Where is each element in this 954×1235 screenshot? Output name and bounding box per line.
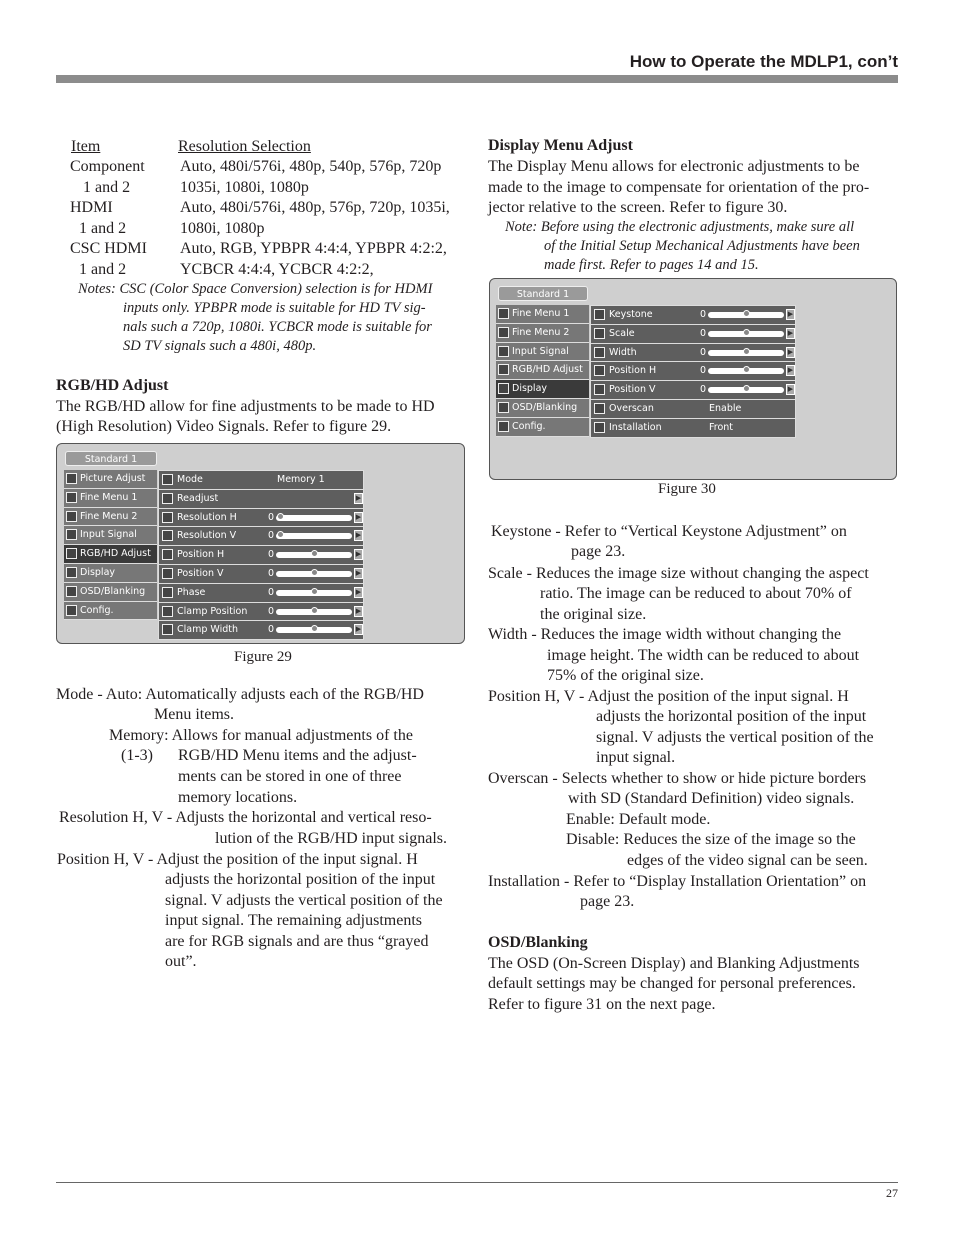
table-header-resolution: Resolution Selection	[178, 138, 311, 155]
clamp-position-icon	[162, 606, 173, 617]
fine-menu-icon	[498, 308, 509, 319]
table-res: Auto, 480i/576i, 480p, 540p, 576p, 720p	[180, 158, 442, 175]
slider-track[interactable]	[708, 368, 784, 374]
desc-line: Memory: Allows for manual adjustments of the	[109, 727, 413, 744]
display-note: made first. Refer to pages 14 and 15.	[544, 257, 759, 273]
slider-knob[interactable]	[743, 385, 750, 392]
desc-line: RGB/HD Menu items and the adjust-	[178, 747, 417, 764]
slider-knob[interactable]	[311, 569, 318, 576]
position-h-icon	[162, 549, 173, 560]
slider-knob[interactable]	[311, 588, 318, 595]
figure-30-osd-menu	[489, 278, 897, 480]
osd-right-panel	[158, 470, 364, 640]
table-note: SD TV signals such a 480i, 480p.	[123, 338, 317, 354]
slider-track[interactable]	[276, 533, 352, 539]
arrow-right-icon: ▶	[787, 366, 794, 375]
table-note: inputs only. YPBPR mode is suitable for HD TV sig-	[123, 300, 426, 316]
display-note: of the Initial Setup Mechanical Adjustments have been	[544, 238, 860, 254]
display-body: jector relative to the screen. Refer to figure 30.	[488, 199, 788, 216]
arrow-right-icon: ▶	[355, 606, 362, 615]
slider-knob[interactable]	[277, 531, 284, 538]
fine-menu-icon	[498, 327, 509, 338]
table-note: Notes: CSC (Color Space Conversion) selection is for HDMI	[78, 281, 433, 297]
installation-icon	[594, 422, 605, 433]
config-icon	[498, 421, 509, 432]
desc-line: Installation - Refer to “Display Installation Orientation” on	[488, 873, 867, 890]
arrow-right-icon: ▶	[787, 347, 794, 356]
slider-track[interactable]	[276, 552, 352, 558]
display-icon	[498, 383, 509, 394]
page-number: 27	[886, 1186, 898, 1200]
display-heading: Display Menu Adjust	[488, 137, 633, 154]
osd-title: Standard 1	[498, 286, 588, 301]
slider-track[interactable]	[708, 350, 784, 356]
osd-setting-row[interactable]: Resolution H 0 ▶	[159, 509, 363, 528]
slider-knob[interactable]	[743, 366, 750, 373]
mode-icon	[162, 474, 173, 485]
osd-menu-item[interactable]: Picture Adjust	[64, 470, 157, 489]
osd-title: Standard 1	[65, 451, 157, 466]
slider-track[interactable]	[276, 571, 352, 577]
osd-heading: OSD/Blanking	[488, 934, 588, 951]
desc-line: the original size.	[540, 606, 647, 623]
desc-line: 75% of the original size.	[547, 667, 704, 684]
arrow-right-icon: ▶	[355, 625, 362, 634]
arrow-right-icon: ▶	[355, 568, 362, 577]
osd-right-panel	[590, 305, 796, 438]
osd-setting-row[interactable]: Clamp Width 0 ▶	[159, 621, 363, 640]
display-note: Note: Before using the electronic adjustments, make sure all	[505, 219, 855, 235]
table-res: YCBCR 4:4:4, YCBCR 4:2:2,	[180, 261, 374, 278]
display-body: The Display Menu allows for electronic adjustments to be	[488, 158, 860, 175]
phase-icon	[162, 587, 173, 598]
slider-knob[interactable]	[277, 513, 284, 520]
osd-menu-item[interactable]: Fine Menu 1	[64, 489, 157, 508]
input-icon	[498, 346, 509, 357]
position-h-icon	[594, 365, 605, 376]
slider-knob[interactable]	[311, 625, 318, 632]
table-item-sub: 1 and 2	[79, 261, 127, 278]
osd-icon	[66, 586, 77, 597]
desc-line: Menu items.	[154, 706, 234, 723]
desc-line: Width - Reduces the image width without changing the	[488, 626, 842, 643]
osd-menu-item[interactable]: Input Signal	[496, 343, 589, 362]
desc-line: with SD (Standard Definition) video signals.	[568, 790, 855, 807]
table-note: nals such a 720p, 1080i. YCBCR mode is suitable for	[123, 319, 432, 335]
rgb-body: (High Resolution) Video Signals. Refer to figure 29.	[56, 418, 392, 435]
osd-setting-row[interactable]: Position V 0 ▶	[591, 381, 795, 400]
display-body: made to the image to compensate for orientation of the pro-	[488, 179, 870, 196]
keystone-icon	[594, 309, 605, 320]
osd-menu-item[interactable]: Input Signal	[64, 526, 157, 545]
arrow-right-icon: ▶	[355, 587, 362, 596]
footer-rule	[56, 1182, 898, 1183]
osd-menu-item[interactable]: RGB/HD Adjust	[496, 361, 589, 380]
osd-setting-row[interactable]: Mode Memory 1	[159, 471, 363, 490]
osd-setting-row[interactable]: Width 0 ▶	[591, 344, 795, 363]
rgb-icon	[66, 548, 77, 559]
rgb-icon	[498, 364, 509, 375]
table-item-sub: 1 and 2	[79, 220, 127, 237]
slider-track[interactable]	[708, 312, 784, 318]
desc-line: are for RGB signals and are thus “grayed	[165, 933, 429, 950]
table-item-sub: 1 and 2	[83, 179, 131, 196]
scale-icon	[594, 328, 605, 339]
figure-30-caption: Figure 30	[658, 481, 716, 497]
desc-line: image height. The width can be reduced to about	[547, 647, 860, 664]
osd-menu-item[interactable]: OSD/Blanking	[496, 399, 589, 418]
osd-setting-row[interactable]: Installation Front	[591, 419, 795, 438]
desc-line: edges of the video signal can be seen.	[627, 852, 868, 869]
desc-line: input signal.	[596, 749, 676, 766]
slider-knob[interactable]	[743, 329, 750, 336]
table-header-item: Item	[71, 138, 101, 155]
arrow-right-icon: ▶	[787, 328, 794, 337]
osd-left-menu	[496, 305, 589, 437]
table-item: HDMI	[70, 199, 113, 216]
desc-line: adjusts the horizontal position of the input	[165, 871, 436, 888]
desc-line: ments can be stored in one of three	[178, 768, 402, 785]
arrow-right-icon: ▶	[787, 310, 794, 318]
slider-track[interactable]	[276, 627, 352, 633]
fine-menu-icon	[66, 511, 77, 522]
osd-menu-item[interactable]: Config.	[64, 602, 157, 621]
desc-line: Enable: Default mode.	[566, 811, 711, 828]
slider-track[interactable]	[276, 590, 352, 596]
desc-line: Position H, V - Adjust the position of the input signal. H	[488, 688, 849, 705]
slider-knob[interactable]	[311, 607, 318, 614]
resolution-h-icon	[162, 512, 173, 523]
width-icon	[594, 347, 605, 358]
osd-body: The OSD (On-Screen Display) and Blanking Adjustments	[488, 955, 860, 972]
osd-menu-item[interactable]: OSD/Blanking	[64, 583, 157, 602]
osd-menu-item[interactable]: Config.	[496, 418, 589, 437]
osd-menu-item-selected[interactable]: Display	[496, 380, 589, 399]
slider-knob[interactable]	[311, 550, 318, 557]
osd-icon	[498, 402, 509, 413]
desc-line: Mode - Auto: Automatically adjusts each of the RGB/HD	[56, 686, 424, 703]
readjust-icon	[162, 493, 173, 504]
fine-menu-icon	[66, 492, 77, 503]
table-res: 1080i, 1080p	[180, 220, 265, 237]
desc-line: Keystone - Refer to “Vertical Keystone Adjustment” on	[491, 523, 847, 540]
osd-setting-row[interactable]: Phase 0 ▶	[159, 584, 363, 603]
overscan-icon	[594, 403, 605, 414]
osd-body: Refer to figure 31 on the next page.	[488, 996, 716, 1013]
desc-line: Scale - Reduces the image size without changing the aspect	[488, 565, 869, 582]
desc-line: ratio. The image can be reduced to about 70% of	[540, 585, 852, 602]
table-item: CSC HDMI	[70, 240, 147, 257]
page-header-title: How to Operate the MDLP1, con’t	[629, 52, 898, 71]
rgb-heading: RGB/HD Adjust	[56, 377, 169, 394]
table-res: Auto, 480i/576i, 480p, 576p, 720p, 1035i,	[180, 199, 450, 216]
slider-knob[interactable]	[743, 348, 750, 355]
slider-knob[interactable]	[743, 310, 750, 317]
table-res: 1035i, 1080i, 1080p	[180, 179, 309, 196]
arrow-right-icon: ▶	[355, 531, 362, 540]
osd-setting-row[interactable]: Resolution V 0 ▶	[159, 527, 363, 546]
slider-track[interactable]	[276, 609, 352, 615]
resolution-v-icon	[162, 530, 173, 541]
desc-line: page 23.	[571, 543, 626, 560]
osd-menu-item-selected[interactable]: RGB/HD Adjust	[64, 545, 157, 564]
desc-line: memory locations.	[178, 789, 298, 806]
osd-setting-row[interactable]: Overscan Enable	[591, 400, 795, 419]
desc-line: signal. V adjusts the vertical position of the	[596, 729, 874, 746]
desc-line: lution of the RGB/HD input signals.	[215, 830, 447, 847]
clamp-width-icon	[162, 624, 173, 635]
slider-track[interactable]	[276, 515, 352, 521]
desc-line: Overscan - Selects whether to show or hide picture borders	[488, 770, 867, 787]
osd-setting-row[interactable]: Scale 0 ▶	[591, 325, 795, 344]
osd-setting-row[interactable]: Readjust ▶	[159, 490, 363, 509]
osd-setting-row[interactable]: Position H 0 ▶	[591, 362, 795, 381]
desc-line: Position H, V - Adjust the position of the input signal. H	[57, 851, 418, 868]
header-rule	[56, 75, 898, 83]
osd-setting-row[interactable]: Clamp Position 0 ▶	[159, 603, 363, 622]
osd-setting-row[interactable]: Keystone 0 ▶	[591, 306, 795, 325]
table-item: Component	[70, 158, 145, 175]
osd-menu-item[interactable]: Fine Menu 1	[496, 305, 589, 324]
osd-menu-item[interactable]: Fine Menu 2	[64, 508, 157, 527]
desc-line: Resolution H, V - Adjusts the horizontal and vertical reso-	[59, 809, 432, 826]
desc-line: out”.	[165, 953, 197, 970]
figure-29-osd-menu	[56, 443, 465, 644]
display-icon	[66, 567, 77, 578]
slider-track[interactable]	[708, 331, 784, 337]
arrow-right-icon: ▶	[787, 385, 794, 394]
table-res: Auto, RGB, YPBPR 4:4:4, YPBPR 4:2:2,	[180, 240, 447, 257]
desc-line: Disable: Reduces the size of the image so the	[566, 831, 856, 848]
input-icon	[66, 529, 77, 540]
slider-track[interactable]	[708, 387, 784, 393]
osd-left-menu	[64, 470, 157, 620]
desc-line: signal. V adjusts the vertical position of the	[165, 892, 443, 909]
osd-setting-row[interactable]: Position H 0 ▶	[159, 546, 363, 565]
desc-line: (1-3)	[121, 747, 153, 764]
rgb-body: The RGB/HD allow for fine adjustments to be made to HD	[56, 398, 435, 415]
figure-29-caption: Figure 29	[234, 649, 292, 665]
osd-body: default settings may be changed for personal preferences.	[488, 975, 856, 992]
position-v-icon	[162, 568, 173, 579]
desc-line: page 23.	[580, 893, 635, 910]
arrow-right-icon: ▶	[355, 493, 362, 502]
arrow-right-icon: ▶	[355, 550, 362, 559]
osd-menu-item[interactable]: Display	[64, 564, 157, 583]
desc-line: adjusts the horizontal position of the input	[596, 708, 867, 725]
picture-icon	[66, 473, 77, 484]
desc-line: input signal. The remaining adjustments	[165, 912, 422, 929]
config-icon	[66, 605, 77, 616]
position-v-icon	[594, 384, 605, 395]
osd-menu-item[interactable]: Fine Menu 2	[496, 324, 589, 343]
arrow-right-icon: ▶	[355, 512, 362, 521]
osd-setting-row[interactable]: Position V 0 ▶	[159, 565, 363, 584]
